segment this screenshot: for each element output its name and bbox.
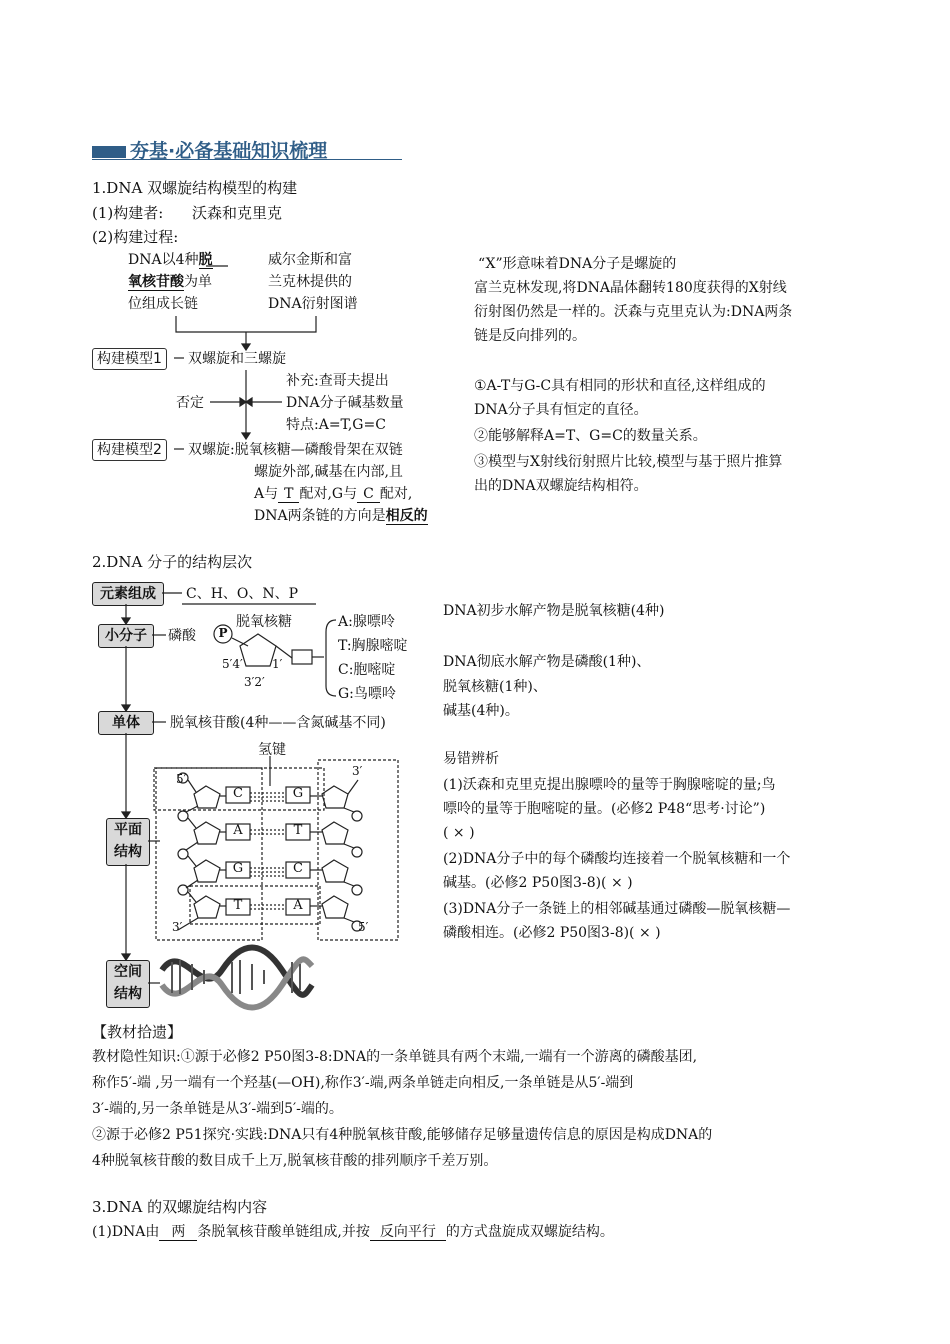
supplement-line1: 补充:查哥夫提出 xyxy=(286,373,389,389)
error2-line2: 碱基。(必修2 P50图3-8)( × ) xyxy=(443,875,633,891)
elements-value: C、H、O、N、P xyxy=(186,586,299,602)
note3: ②能够解释A=T、G=C的数量关系。 xyxy=(474,428,707,444)
builder-value: 沃森和克里克 xyxy=(192,204,283,222)
strand-left-top-end: 5′ xyxy=(176,772,187,786)
section1-title: 1.DNA 双螺旋结构模型的构建 xyxy=(92,179,298,197)
right-base-c: C xyxy=(293,861,303,876)
error1-answer: ( × ) xyxy=(443,825,475,841)
error-heading: 易错辨析 xyxy=(443,751,499,767)
plane-structure-box: 平面 结构 xyxy=(106,818,150,866)
left-base-t: T xyxy=(233,898,243,913)
carbon-32-label: 3′2′ xyxy=(244,675,265,689)
hydrogen-bond-label: 氢键 xyxy=(258,742,286,758)
base-g: G:鸟嘌呤 xyxy=(338,686,396,702)
textbook-line1: 教材隐性知识:①源于必修2 P50图3-8:DNA的一条单链具有两个末端,一端有一个游离的磷酸基团, xyxy=(92,1049,698,1065)
model1-text: 双螺旋和三螺旋 xyxy=(188,351,286,367)
error1-line1: (1)沃森和克里克提出腺嘌呤的量等于胸腺嘧啶的量;鸟 xyxy=(443,777,776,793)
hydrolysis-note1: DNA初步水解产物是脱氧核糖(4种) xyxy=(443,603,665,619)
textbook-line2: 称作5′-端 ,另一端有一个羟基(—OH),称作3′-端,两条单链走向相反,一条单链是从5′-端到 xyxy=(92,1075,634,1091)
model2-line1: 双螺旋:脱氧核糖—磷酸骨架在双链 xyxy=(188,442,403,458)
phosphate-p-label: P xyxy=(218,626,228,640)
monomer-box: 单体 xyxy=(98,711,154,735)
model2-line3: A与 T 配对,G与 C 配对, xyxy=(254,486,413,502)
left-base-g: G xyxy=(232,861,244,876)
supplement-line2: DNA分子碱基数量 xyxy=(286,395,404,411)
right-base-a: A xyxy=(293,898,303,913)
base-c: C:胞嘧啶 xyxy=(338,662,396,678)
left-base-a: A xyxy=(233,823,243,838)
right-top-line2: 兰克林提供的 xyxy=(268,274,352,290)
error1-line2: 嘌呤的量等于胞嘧啶的量。(必修2 P48“思考·讨论”) xyxy=(443,801,766,817)
elements-box: 元素组成 xyxy=(92,582,164,606)
left-top-line2: 氧核苷酸为单 xyxy=(128,274,212,290)
space-structure-box: 空间 结构 xyxy=(106,960,150,1008)
hydrolysis-note3: 脱氧核糖(1种)、 xyxy=(443,679,547,695)
double-helix-icon xyxy=(162,948,312,1008)
monomer-text: 脱氧核苷酸(4种——含氮碱基不同) xyxy=(170,715,386,731)
left-top-line1: DNA以4种脱 xyxy=(128,252,213,268)
section-header-title: 夯基·必备基础知识梳理 xyxy=(130,140,328,162)
note1-line4: 链是反向排列的。 xyxy=(474,328,586,344)
sugar-label: 脱氧核糖 xyxy=(236,614,292,630)
supplement-line3: 特点:A=T,G=C xyxy=(286,417,386,433)
model2-label: 构建模型2 xyxy=(92,439,167,461)
textbook-line5: 4种脱氧核苷酸的数目成千上万,脱氧核苷酸的排列顺序千差万别。 xyxy=(92,1153,498,1169)
left-base-c: C xyxy=(233,786,243,801)
error3-line1: (3)DNA分子一条链上的相邻碱基通过磷酸—脱氧核糖— xyxy=(443,901,791,917)
base-t: T:胸腺嘧啶 xyxy=(338,638,408,654)
note1-line3: 衍射图仍然是一样的。沃森与克里克认为:DNA两条 xyxy=(474,304,793,320)
note1-line2: 富兰克林发现,将DNA晶体翻转180度获得的X射线 xyxy=(474,280,787,296)
process-label: (2)构建过程: xyxy=(92,228,179,246)
textbook-line4: ②源于必修2 P51探究·实践:DNA只有4种脱氧核苷酸,能够储存足够量遗传信息的原因是构成DNA的 xyxy=(92,1127,713,1143)
carbon-54-label: 5′4′ xyxy=(222,657,243,671)
model2-line4: DNA两条链的方向是相反的 xyxy=(254,508,428,524)
textbook-heading: 【教材拾遗】 xyxy=(92,1023,183,1041)
note2-line2: DNA分子具有恒定的直径。 xyxy=(474,402,648,418)
note4-line2: 出的DNA双螺旋结构相符。 xyxy=(474,478,648,494)
right-top-line3: DNA衍射图谱 xyxy=(268,296,358,312)
strand-left-bottom-end: 3′ xyxy=(172,920,183,934)
left-top-line3: 位组成长链 xyxy=(128,296,198,312)
strand-right-bottom-end: 5′ xyxy=(358,920,369,934)
textbook-line3: 3′-端的,另一条单链是从3′-端到5′-端的。 xyxy=(92,1101,343,1117)
note1-line1: “X”形意味着DNA分子是螺旋的 xyxy=(478,256,677,272)
hydrolysis-note4: 碱基(4种)。 xyxy=(443,703,519,719)
right-top-line1: 威尔金斯和富 xyxy=(268,252,352,268)
model1-label: 构建模型1 xyxy=(92,348,167,370)
phosphate-label: 磷酸 xyxy=(168,628,196,644)
builder-label: (1)构建者: xyxy=(92,204,164,222)
section3-line1: (1)DNA由 两 条脱氧核苷酸单链组成,并按 反向平行 的方式盘旋成双螺旋结构。 xyxy=(92,1224,614,1240)
carbon-1-label: 1′ xyxy=(272,657,283,671)
right-base-g: G xyxy=(292,786,304,801)
section2-title: 2.DNA 分子的结构层次 xyxy=(92,553,253,571)
model2-line2: 螺旋外部,碱基在内部,且 xyxy=(254,464,403,480)
right-base-t: T xyxy=(293,823,303,838)
error3-line2: 磷酸相连。(必修2 P50图3-8)( × ) xyxy=(443,925,661,941)
small-molecule-box: 小分子 xyxy=(98,624,154,648)
strand-right-top-end: 3′ xyxy=(352,764,363,778)
base-a: A:腺嘌呤 xyxy=(338,614,395,630)
hydrolysis-note2: DNA彻底水解产物是磷酸(1种)、 xyxy=(443,654,651,670)
note2-line1: ①A-T与G-C具有相同的形状和直径,这样组成的 xyxy=(474,378,766,394)
error2-line1: (2)DNA分子中的每个磷酸均连接着一个脱氧核糖和一个 xyxy=(443,851,791,867)
note4-line1: ③模型与X射线衍射照片比较,模型与基于照片推算 xyxy=(474,454,783,470)
negate-label: 否定 xyxy=(176,395,204,411)
section3-title: 3.DNA 的双螺旋结构内容 xyxy=(92,1198,268,1216)
